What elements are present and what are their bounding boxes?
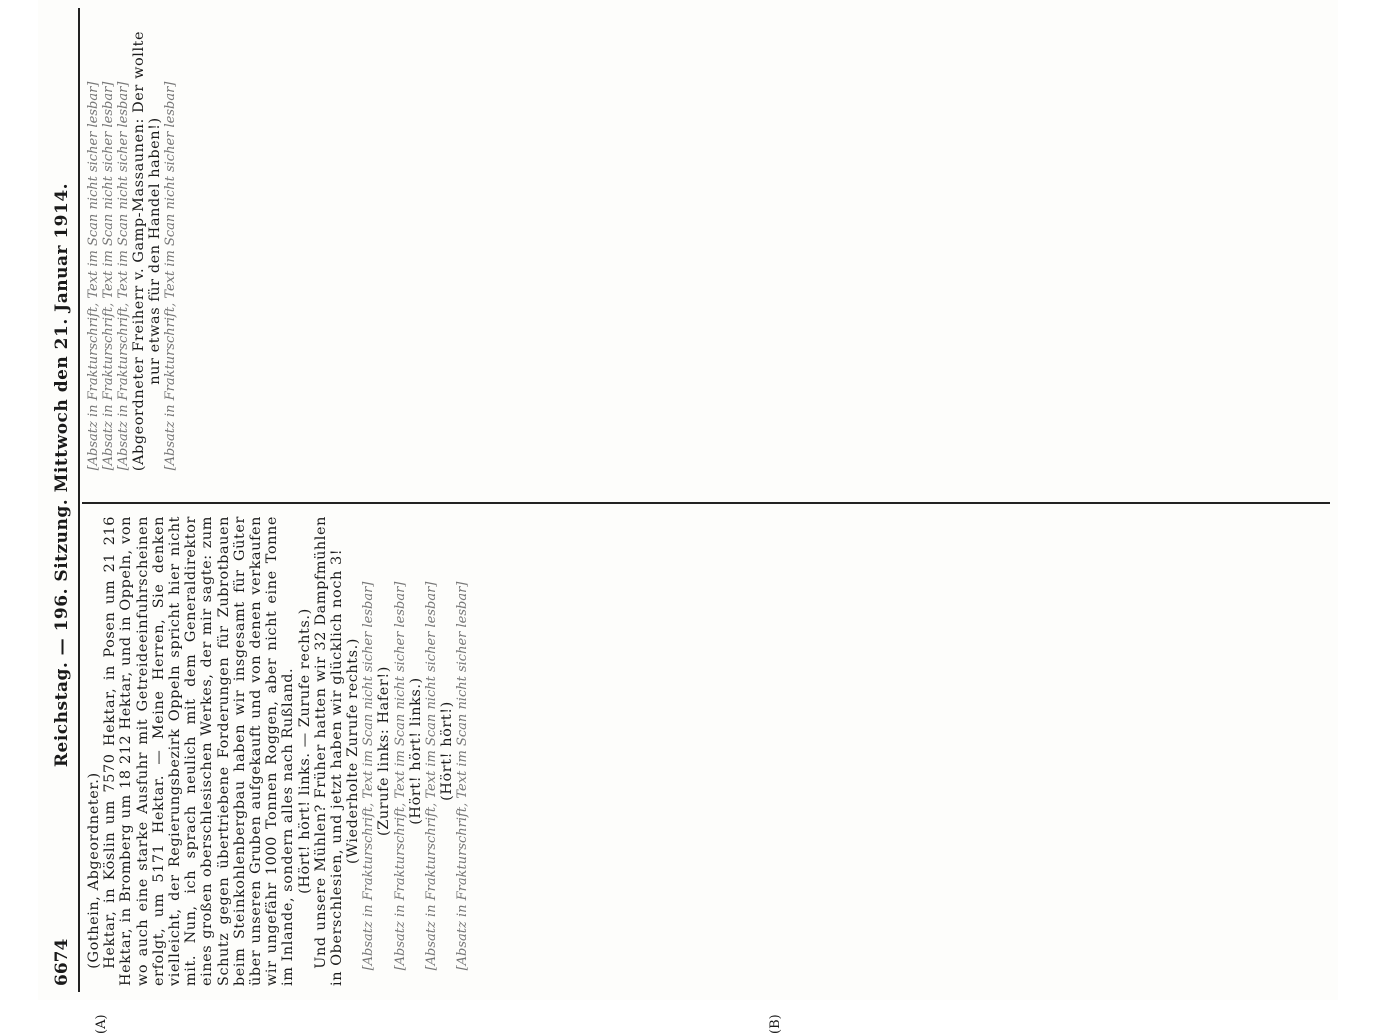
unclear-paragraph: [Absatz in Frakturschrift, Text im Scan nicht sicher lesbar]: [361, 581, 377, 971]
speech-paragraph: Hektar, in Köslin um 7570 Hektar, in Posen um 21 216 Hektar, in Bromberg um 18 212 Hektar, und in Oppeln, von wo auch eine starke Ausfuhr mit Getreideeinfuhrscheinen erfolgt, um 5171 Hektar. — Meine Herren, Sie denken vielleicht, der Regierungsbezirk Oppeln spricht hier nicht mit. Nun, ich sprach neulich mit dem Generaldirektor eines großen oberschlesischen Werkes, der mir sagte: zum Schutz gegen übertriebene Forderungen für Zubrotbauen beim Steinkohlenbergbau haben wir insgesamt für Güter über unseren Gruben aufgekauft und von denen verkaufen wir ungefähr 1000 Tonnen Roggen, aber nicht eine Tonne im Inlande, sondern alles nach Rußland.: [102, 516, 297, 986]
unclear-paragraph: [Absatz in Frakturschrift, Text im Scan nicht sicher lesbar]: [392, 581, 408, 971]
margin-marker-b: (B): [768, 1014, 783, 1034]
speech-paragraph: (Gothein, Abgeordneter.): [86, 772, 102, 969]
unclear-paragraph: [Absatz in Frakturschrift, Text im Scan nicht sicher lesbar]: [163, 81, 179, 471]
interjection: (Hört! hört! links. — Zurufe rechts.): [296, 608, 313, 894]
speech-paragraph: Und unsere Mühlen? Früher hatten wir 32 Dampfmühlen in Oberschlesien, und jetzt haben wir glücklich noch 3!: [312, 516, 346, 986]
interjection: (Wiederholte Zurufe rechts.): [345, 638, 362, 864]
interjection: (Hört! hört! links.): [407, 677, 424, 825]
page-number: 6674: [52, 938, 72, 986]
interjection: (Hört! hört!): [438, 701, 455, 801]
running-title: Reichstag. — 196. Sitzung. Mittwoch den 21. Januar 1914.: [52, 182, 72, 768]
interjection: (Zurufe links: Hafer!): [376, 666, 393, 836]
header-rule: [78, 8, 80, 992]
left-column: [86, 516, 1330, 986]
unclear-paragraph: [Absatz in Frakturschrift, Text im Scan nicht sicher lesbar]: [455, 581, 471, 971]
document-page: [38, 0, 1338, 1034]
interjection: (Abgeordneter Freiherr v. Gamp-Massaunen: Der wollte nur etwas für den Handel haben!): [131, 30, 164, 472]
column-divider: [82, 502, 1330, 504]
margin-marker-a: (A): [94, 1014, 109, 1034]
right-column: [86, 16, 1330, 486]
unclear-paragraph: [Absatz in Frakturschrift, Text im Scan nicht sicher lesbar]: [101, 81, 116, 471]
unclear-paragraph: [Absatz in Frakturschrift, Text im Scan nicht sicher lesbar]: [423, 581, 439, 971]
unclear-paragraph: [Absatz in Frakturschrift, Text im Scan nicht sicher lesbar]: [116, 81, 131, 471]
unclear-paragraph: [Absatz in Frakturschrift, Text im Scan nicht sicher lesbar]: [86, 81, 101, 471]
